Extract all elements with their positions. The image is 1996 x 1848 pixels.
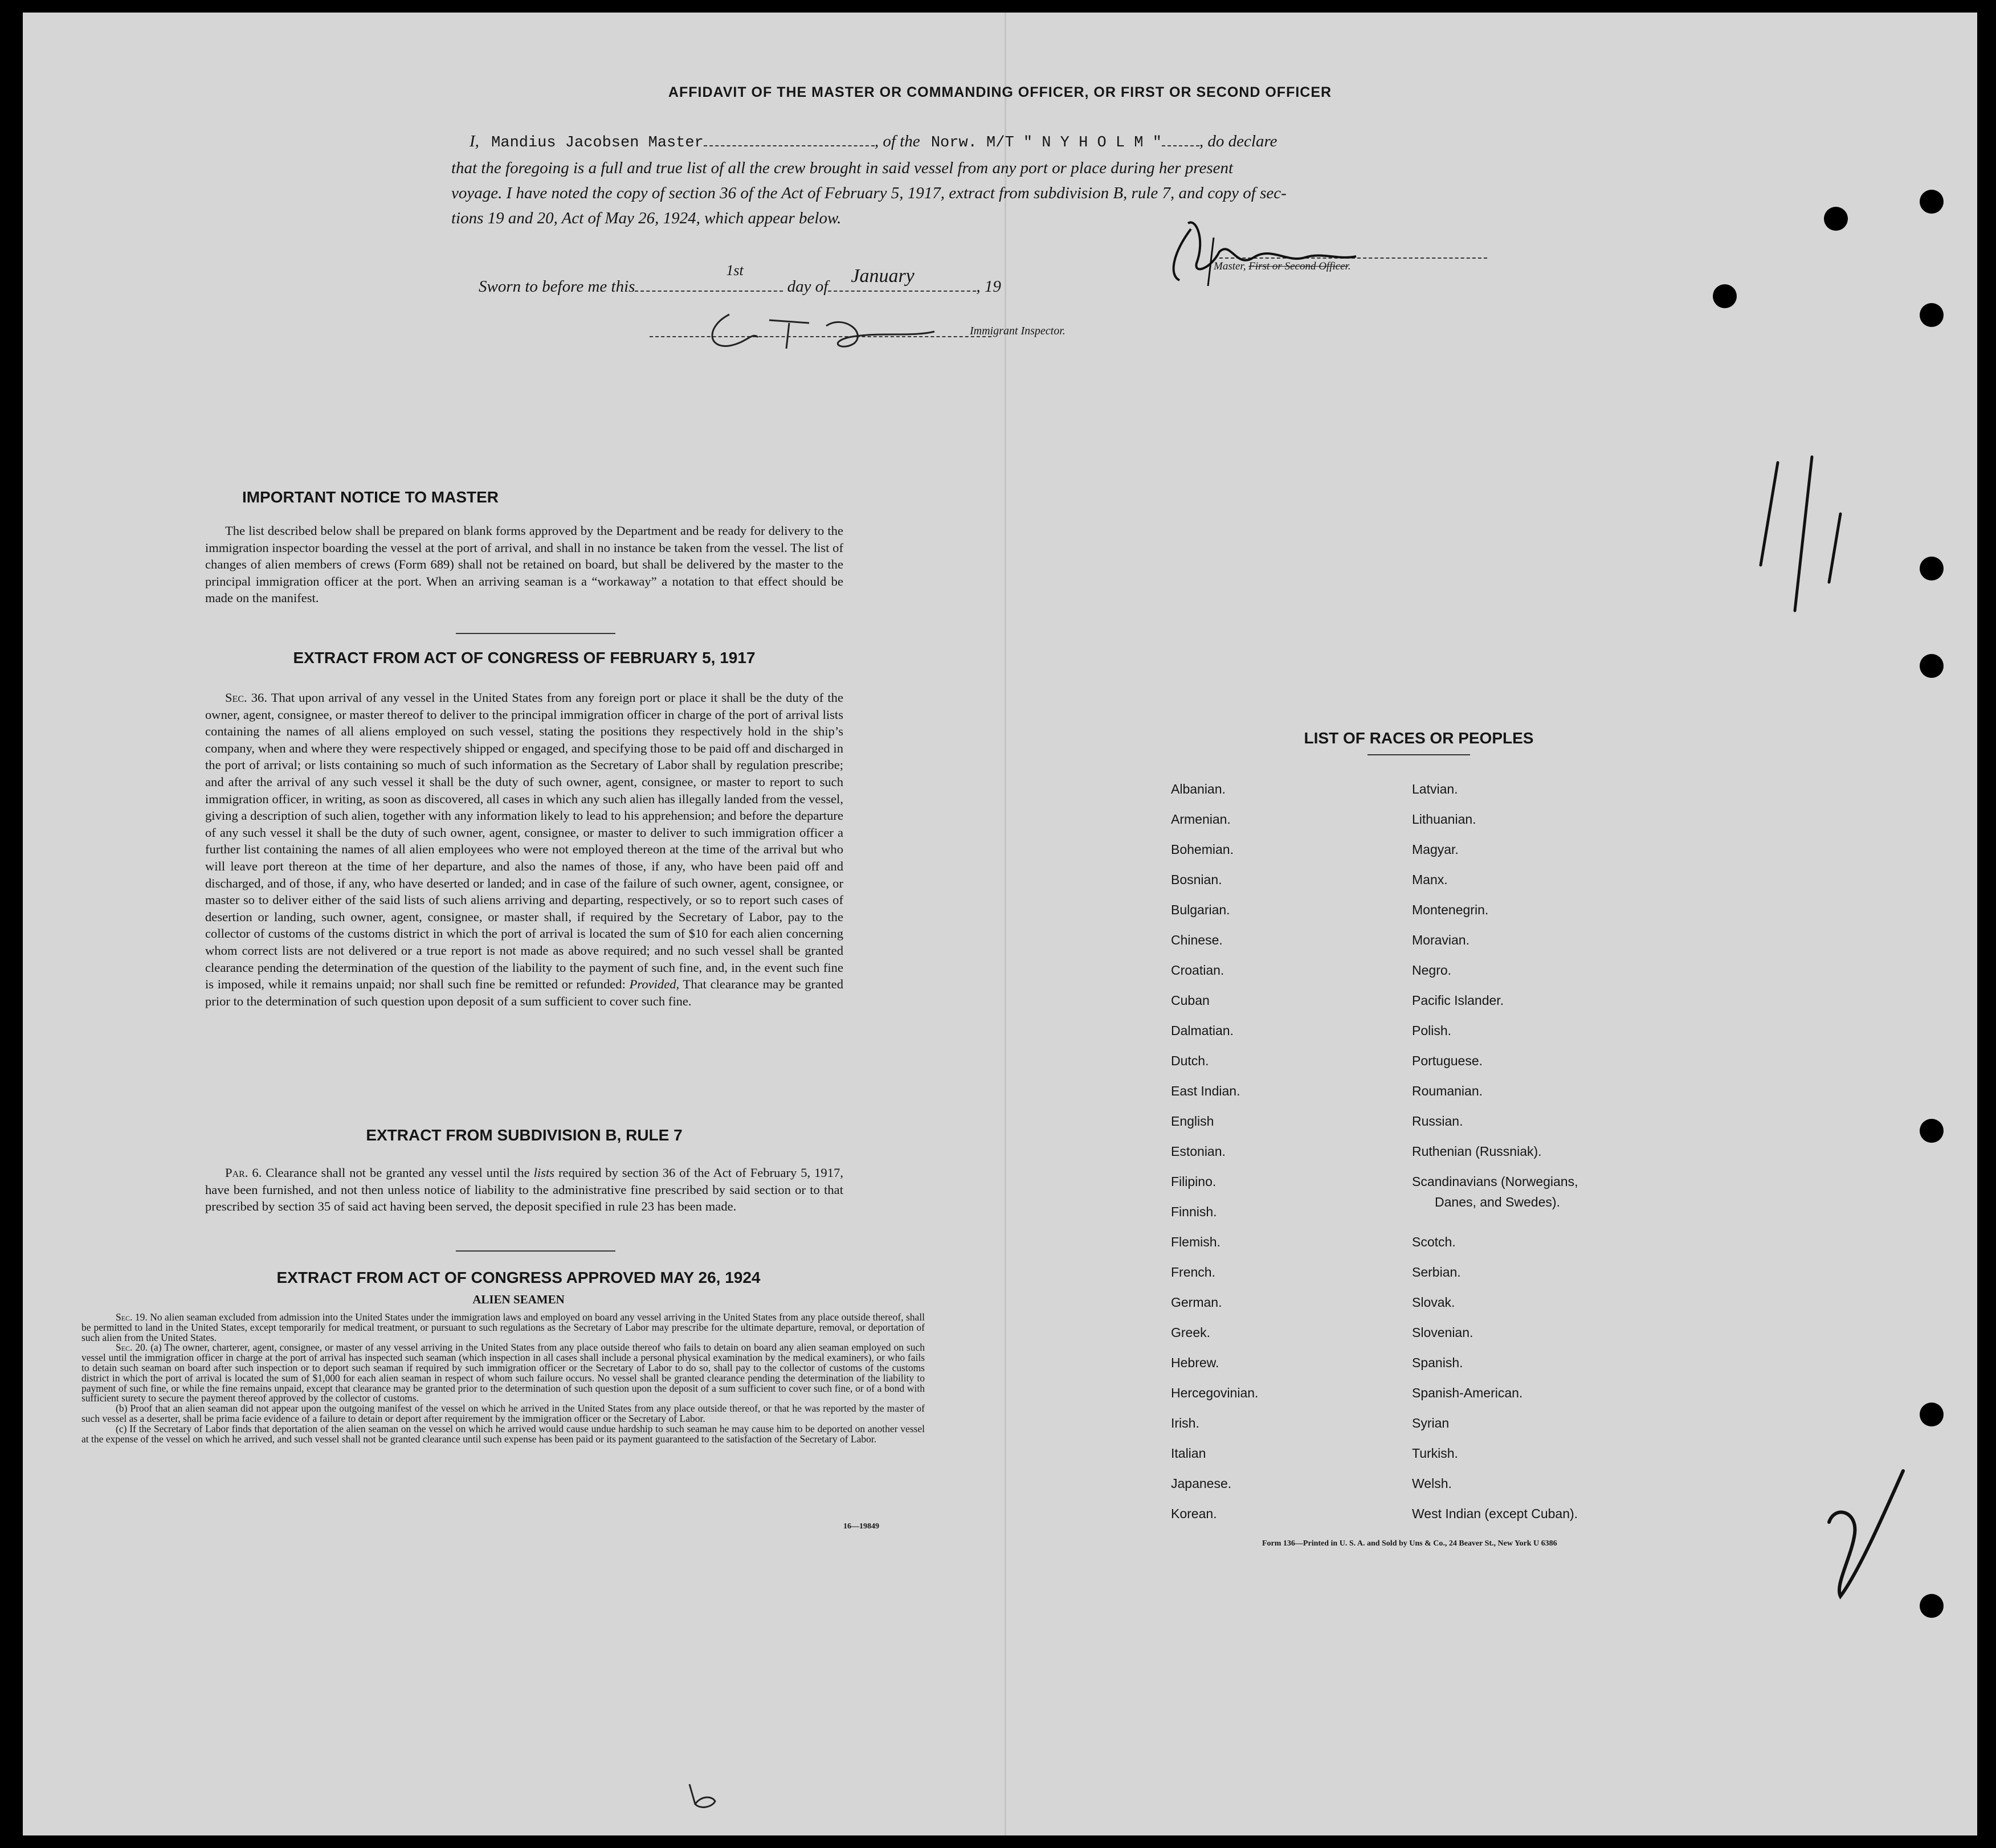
binder-hole: [1920, 654, 1944, 678]
race-item: Slovak.: [1412, 1295, 1455, 1310]
section-20a-body: (a) The owner, charterer, agent, consignee, or master of any vessel arriving in the United States from any place outside thereof who fails to detain on board any alien seaman employed on such vessel until the immigration officer in charge at the port of arrival has inspected such seaman (which inspection in all cases shall include a personal physical examination by the medical examiners), or who fails to detain such seaman on board after such inspection or to deport such seaman if required by such immigration officer or the Secretary of Labor to do so, shall pay to the collector of customs of the customs district in which the port of arrival is located the sum of $1,000 for each alien seaman in respect of whom such failure occurs. No vessel shall be granted clearance pending the determination of the liability to payment of such fine, or while the fine remains unpaid, except that clearance may be granted prior to the determination of such question upon the deposit of a sum sufficient to cover such fine, or of a bond with sufficient surety to secure the payment thereof approved by the collector of customs.: [81, 1342, 925, 1404]
race-item: Greek.: [1171, 1325, 1211, 1340]
binder-hole: [1920, 190, 1944, 214]
race-item: German.: [1171, 1295, 1222, 1310]
race-item: Italian: [1171, 1446, 1206, 1461]
race-item: Latvian.: [1412, 782, 1458, 796]
struck-officer-text: First or Second Officer: [1248, 260, 1348, 272]
race-item: Japanese.: [1171, 1476, 1232, 1491]
section-20a: [81, 1343, 925, 1404]
sworn-label: Sworn to before me this: [479, 277, 635, 296]
extract-1924-title: EXTRACT FROM ACT OF CONGRESS APPROVED MAY 26, 1924: [276, 1269, 761, 1286]
race-item: Roumanian.: [1412, 1084, 1483, 1098]
extract-1917-title: EXTRACT FROM ACT OF CONGRESS OF FEBRUARY 5, 1917: [293, 649, 756, 667]
affidavit-line-2: that the foregoing is a full and true list of all the crew brought in said vessel from any port or place during her present: [451, 159, 1234, 177]
race-item: Croatian.: [1171, 963, 1224, 978]
dotted-line: [1162, 140, 1199, 146]
race-item: Serbian.: [1412, 1265, 1461, 1279]
divider: [456, 633, 615, 634]
race-item: Dalmatian.: [1171, 1023, 1234, 1038]
subdivision-b-body-end: required by section 36 of the Act of February 5, 1917, have been furnished, and not then unless notice of liability to the administrative fine prescribed by said section or to that prescribed by section 35 of said act having been served, the deposit specified in rule 23 has been made.: [205, 1166, 843, 1214]
section-20-label: Sec. 20.: [116, 1342, 148, 1354]
extract-1917-body-end: That clearance may be granted prior to the determination of such question upon deposit of a sum sufficient to cover such fine.: [205, 977, 843, 1008]
race-item: English: [1171, 1114, 1214, 1129]
race-item: Bohemian.: [1171, 842, 1234, 857]
day-label: day of: [787, 277, 828, 296]
race-item: West Indian (except Cuban).: [1412, 1506, 1578, 1521]
day-field: [635, 262, 783, 292]
provided-word: Provided,: [629, 977, 680, 992]
race-item: Portuguese.: [1412, 1053, 1483, 1068]
section-20c: (c) If the Secretary of Labor finds that deportation of the alien seaman on the vessel on which he arrived would cause undue hardship to such seaman he may cause him to be deported on another vessel at the expense of the vessel on which he arrived, and such vessel shall not be granted clearance until such expense has been paid or its payment guaranteed to the satisfaction of the Secretary of Labor.: [81, 1422, 925, 1445]
race-item: Ruthenian (Russniak).: [1412, 1144, 1542, 1159]
year-prefix: , 19: [976, 277, 1001, 296]
race-item: Manx.: [1412, 872, 1448, 887]
i-label: I,: [470, 132, 479, 150]
race-item: Lithuanian.: [1412, 812, 1476, 827]
race-item: Scandinavians (Norwegians,: [1412, 1174, 1578, 1189]
inspector-signature: [695, 297, 1003, 360]
subdivision-b-text: [205, 1164, 843, 1215]
extract-1917-text: [205, 689, 843, 1009]
binder-hole: [1920, 557, 1944, 580]
race-item: Irish.: [1171, 1416, 1199, 1430]
day-value: 1st: [726, 262, 744, 279]
vessel-name-field: Norw. M/T " N Y H O L M ": [930, 134, 1162, 152]
race-item: Spanish-American.: [1412, 1385, 1523, 1400]
divider: [456, 1250, 615, 1252]
extract-1924-text: [81, 1313, 925, 1444]
affidavit-line-4: tions 19 and 20, Act of May 26, 1924, which appear below.: [451, 209, 842, 227]
of-the-label: , of the: [874, 132, 920, 150]
form-footer: Form 136—Printed in U. S. A. and Sold by Uns & Co., 24 Beaver St., New York U 6386: [1262, 1539, 1557, 1548]
race-item: Finnish.: [1171, 1204, 1217, 1219]
race-item: Moravian.: [1412, 933, 1470, 947]
race-item: Welsh.: [1412, 1476, 1452, 1491]
race-item: Negro.: [1412, 963, 1452, 978]
section-19: [81, 1313, 925, 1343]
lists-word: lists: [533, 1166, 555, 1180]
race-item: French.: [1171, 1265, 1215, 1279]
handwritten-tally-marks: [1744, 451, 1858, 616]
race-item: Turkish.: [1412, 1446, 1458, 1461]
alien-seamen-subtitle: ALIEN SEAMEN: [472, 1293, 565, 1306]
races-title: LIST OF RACES OR PEOPLES: [1304, 729, 1534, 747]
handwritten-checkmark: [1812, 1459, 1915, 1608]
race-item: Scotch.: [1412, 1234, 1456, 1249]
binder-hole: [1713, 284, 1737, 308]
race-item: Filipino.: [1171, 1174, 1217, 1189]
affidavit-line-1: [470, 132, 1277, 152]
binder-hole: [1824, 207, 1848, 231]
binder-hole: [1920, 303, 1944, 327]
race-item: Estonian.: [1171, 1144, 1226, 1159]
binder-hole: [1920, 1403, 1944, 1426]
master-label-end: .: [1348, 260, 1351, 272]
sworn-line: [479, 262, 1001, 296]
race-item: Polish.: [1412, 1023, 1452, 1038]
race-item: Albanian.: [1171, 782, 1226, 796]
race-item: Chinese.: [1171, 933, 1223, 947]
binder-hole: [1920, 1594, 1944, 1618]
race-item: Hebrew.: [1171, 1355, 1219, 1370]
handwritten-mark: [678, 1779, 724, 1813]
document-page: [23, 13, 1977, 1835]
section-20b: (b) Proof that an alien seaman did not appear upon the outgoing manifest of the vessel on which he arrived in the United States from any place outside thereof, or that he was reported by the master of such vessel as a deserter, shall be prima facie evidence of a failure to detain or deport after requirement by the immigration officer or the Secretary of Labor.: [81, 1403, 925, 1424]
extract-1917-body: That upon arrival of any vessel in the United States from any foreign port or place it shall be the duty of the owner, agent, consignee, or master thereof to deliver to the principal immigration officer in charge of the port of arrival lists containing the names of all aliens employed on such vessel, stating the positions they respectively hold in the ship’s company, when and where they were respectively shipped or engaged, and specifying those to be paid off and discharged in the port of arrival; or lists containing so much of such information as the Secretary of Labor shall by regulation prescribe; and after the arrival of any such vessel it shall be the duty of such owner, agent, consignee, or master to report to such immigration officer, in writing, as soon as discovered, all cases in which any such alien has illegally landed from the vessel, giving a description of such alien, together with any information likely to lead to his apprehension; and before the departure of any such vessel it shall be the duty of such owner, agent, consignee, or master to deliver to such immigration officer a further list containing the names of all alien employees who were not employed thereon at the time of the arrival but who will leave port thereon at the time of her departure, and also the names of those, if any, who have been paid off and discharged, and of those, if any, who have deserted or landed; and in case of the failure of such owner, agent, consignee, or master so to deliver either of the said lists of such aliens arriving and departing, respectively, or so to report such cases of desertion or landing, such owner, agent, consignee, or master shall, if required by the Secretary of Labor, pay to the collector of customs of the customs district in which the port of arrival is located the sum of $10 for each alien concerning whom correct lists are not delivered or a true report is not made as above required; and no such vessel shall be granted clearance pending the determination of the question of the liability to the payment of such fine, and, in the event such fine is imposed, while it remains unpaid; nor shall such fine be remitted or refunded:: [205, 690, 843, 992]
dotted-line: [704, 140, 875, 146]
notice-title: IMPORTANT NOTICE TO MASTER: [242, 488, 499, 506]
race-item: Slovenian.: [1412, 1325, 1473, 1340]
subdivision-b-title: EXTRACT FROM SUBDIVISION B, RULE 7: [366, 1126, 683, 1144]
race-item: East Indian.: [1171, 1084, 1240, 1098]
race-item: Hercegovinian.: [1171, 1385, 1259, 1400]
month-value: January: [851, 265, 915, 287]
affidavit-title: AFFIDAVIT OF THE MASTER OR COMMANDING OFFICER, OR FIRST OR SECOND OFFICER: [668, 84, 1332, 100]
race-item: Spanish.: [1412, 1355, 1463, 1370]
race-item: Syrian: [1412, 1416, 1450, 1430]
race-item: Bulgarian.: [1171, 902, 1230, 917]
race-item: Russian.: [1412, 1114, 1463, 1129]
section-19-label: Sec. 19.: [116, 1311, 148, 1323]
master-signature: [1157, 206, 1385, 292]
race-item: Cuban: [1171, 993, 1210, 1008]
divider: [1368, 754, 1470, 755]
subdivision-b-body: Clearance shall not be granted any vessel until the: [266, 1166, 530, 1180]
inspector-label: Immigrant Inspector.: [970, 325, 1066, 337]
race-item: Pacific Islander.: [1412, 993, 1504, 1008]
section-label: Sec. 36.: [225, 690, 267, 705]
month-field: [828, 265, 976, 292]
race-item: Dutch.: [1171, 1053, 1209, 1068]
race-item: Armenian.: [1171, 812, 1231, 827]
do-declare-label: , do declare: [1199, 132, 1277, 150]
race-item: Magyar.: [1412, 842, 1459, 857]
paragraph-label: Par. 6.: [225, 1166, 262, 1180]
section-19-body: No alien seaman excluded from admission into the United States under the immigration laws and employed on board any vessel arriving in the United States from any place outside thereof, shall be permitted to land in the United States, except temporarily for medical treatment, or pursuant to such regulations as the Secretary of Labor may prescribe for the ultimate departure, removal, or deportation of such alien from the United States.: [81, 1311, 925, 1343]
race-item: Montenegrin.: [1412, 902, 1489, 917]
master-text: Master,: [1214, 260, 1249, 272]
race-item: Korean.: [1171, 1506, 1217, 1521]
race-item: Danes, and Swedes).: [1435, 1195, 1560, 1209]
race-item: Flemish.: [1171, 1234, 1221, 1249]
binder-hole: [1920, 1119, 1944, 1143]
affidavit-line-3: voyage. I have noted the copy of section 36 of the Act of February 5, 1917, extract from subdivision B, rule 7, and copy of sec-: [451, 184, 1287, 202]
print-code: 16—19849: [843, 1522, 879, 1531]
fold-line: [1005, 13, 1006, 1835]
master-name-field: Mandius Jacobsen Master: [491, 134, 704, 152]
notice-text: The list described below shall be prepared on blank forms approved by the Department and be ready for delivery to the immigration inspector boarding the vessel at the port of arrival, and shall in no instance be taken from the vessel. The list of changes of alien members of crews (Form 689) shall not be retained on board, but shall be delivered by the master to the principal immigration officer at the port. When an arriving seaman is a “workaway” a notation to that effect should be made on the manifest.: [205, 524, 843, 606]
race-item: Bosnian.: [1171, 872, 1222, 887]
